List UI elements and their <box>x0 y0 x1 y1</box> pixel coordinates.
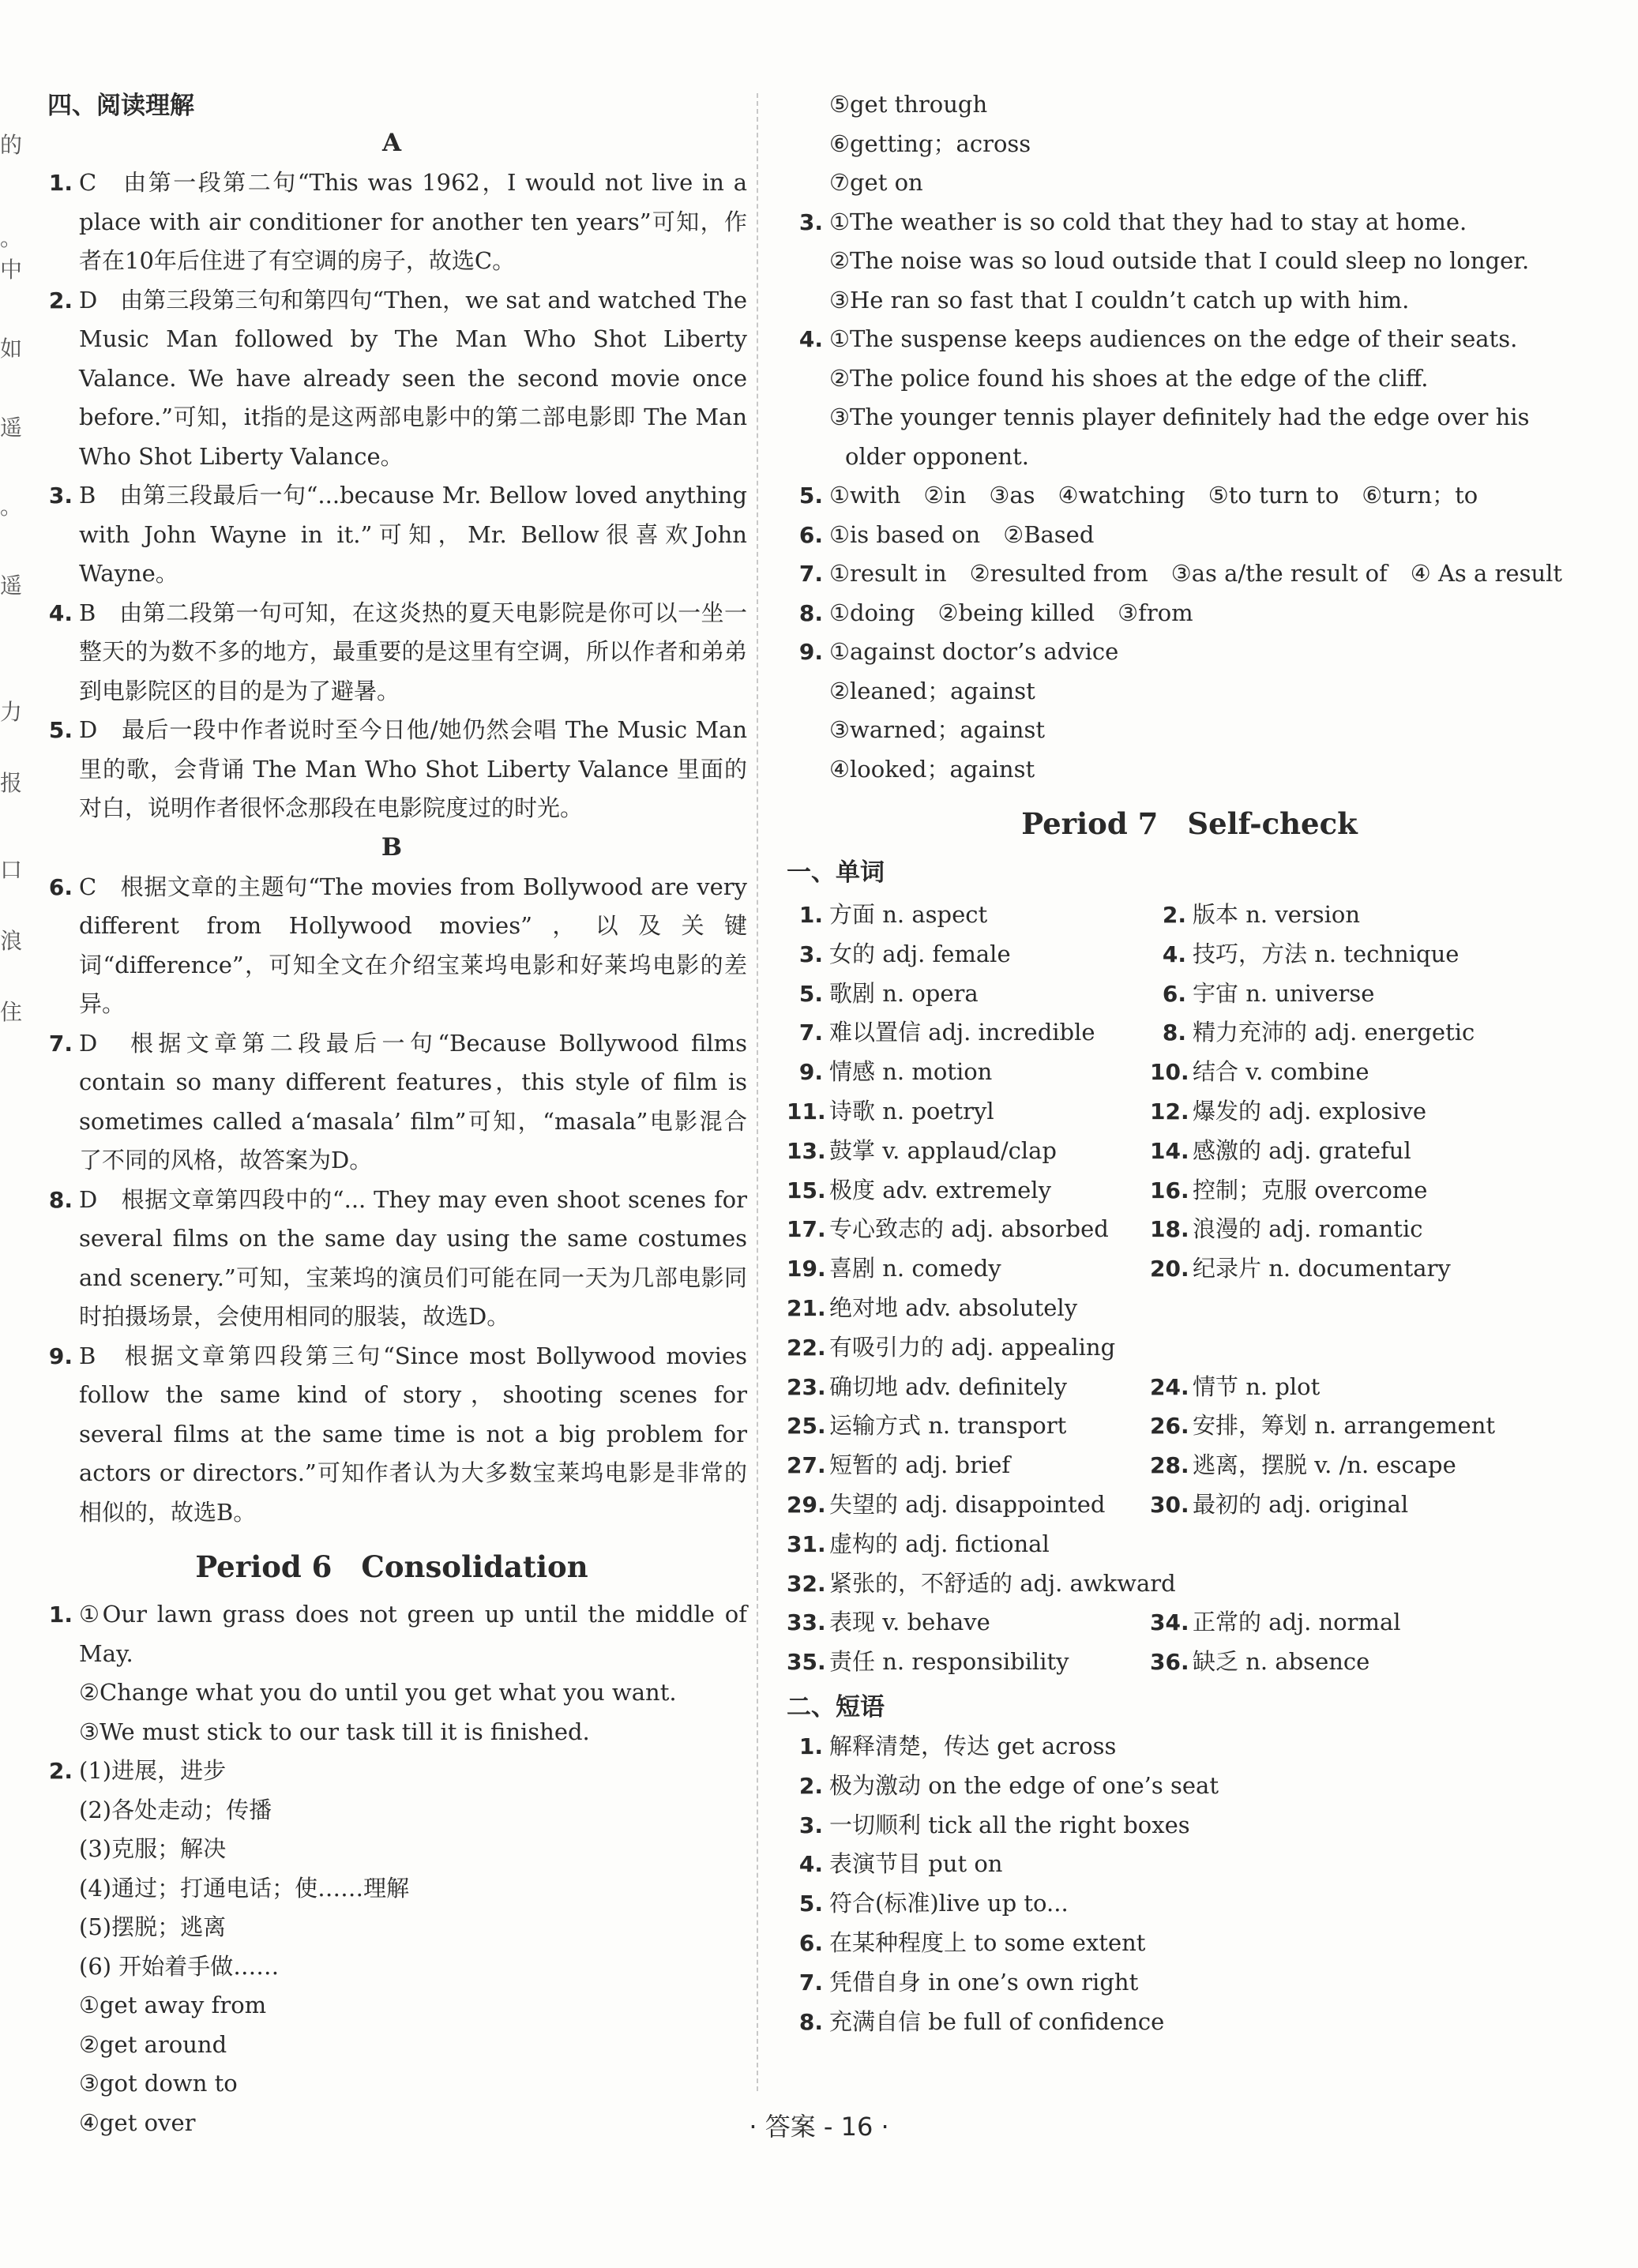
vocab-item <box>787 1328 1561 1368</box>
phrase-number: 1. <box>798 1733 823 1759</box>
answer-item <box>36 711 747 828</box>
phrase-text: 极为激动 on the edge of one’s seat <box>829 1771 1219 1799</box>
answer-subline: ③got down to <box>79 2070 238 2097</box>
answer-subline: ③The younger tennis player definitely had the edge over his <box>829 404 1530 430</box>
phrase-item <box>787 2003 1592 2042</box>
vocab-number: 4. <box>1162 941 1186 967</box>
vocab-item <box>787 1603 1150 1643</box>
vocab-item <box>1150 1446 1561 1485</box>
item-text: B 由第二段第一句可知，在这炎热的夏天电影院是你可以一坐一整天的为数不多的地方，最重要的是这里有空调，所以作者和弟弟到电影院区的目的是为了避暑。 <box>79 599 747 704</box>
vocab-number: 13. <box>787 1137 826 1164</box>
vocab-text: 最初的 adj. original <box>1193 1490 1409 1518</box>
vocab-text: 表现 v. behave <box>829 1609 990 1636</box>
margin-char: 遥 <box>0 573 23 599</box>
phrase-text: 一切顺利 tick all the right boxes <box>829 1811 1190 1838</box>
item-number: 4. <box>798 326 823 352</box>
item-number: 1. <box>48 170 73 196</box>
answer-item <box>787 320 1592 359</box>
vocab-item <box>1150 896 1561 935</box>
part-heading-b: B <box>381 832 403 862</box>
vocab-item <box>787 896 1150 935</box>
margin-char: 如 <box>0 336 23 362</box>
vocab-text: 喜剧 n. comedy <box>829 1255 1001 1282</box>
answer-subline: ③warned；against <box>829 716 1046 743</box>
item-text: B 根据文章第四段第三句“Since most Bollywood movies follow the same kind of story，shooting scenes for several films at the same time is not a big problem for actors or directors.”可知作者认为大多数宝莱坞电影是非常的相似的，故选B。 <box>79 1342 747 1526</box>
vocab-text: 虚构的 adj. fictional <box>829 1530 1050 1557</box>
item-text: ①The suspense keeps audiences on the edge of their seats. <box>829 325 1518 352</box>
vocab-number: 26. <box>1150 1413 1189 1440</box>
phrase-text: 表演节目 put on <box>829 1850 1003 1878</box>
answer-subline: (4)通过；打通电话；使……理解 <box>79 1874 410 1902</box>
answer-subline: ②Change what you do until you get what you want. <box>79 1679 677 1706</box>
item-number: 9. <box>48 1342 73 1369</box>
vocab-number: 7. <box>798 1019 823 1046</box>
vocab-item <box>1150 935 1561 974</box>
answer-subline: ④get over <box>79 2108 196 2136</box>
vocab-number: 22. <box>787 1334 826 1361</box>
phrase-number: 6. <box>798 1929 823 1956</box>
phrase-item <box>787 1963 1592 2003</box>
phrase-number: 2. <box>798 1772 823 1799</box>
item-text: ①result in ②resulted from ③as a/the result of ④ As a result <box>829 560 1563 587</box>
vocab-item <box>1150 1092 1561 1132</box>
phrase-number: 4. <box>798 1851 823 1878</box>
answer-subline: (3)克服；解决 <box>79 1835 227 1862</box>
part-heading-a: A <box>381 129 402 157</box>
answer-subline: ⑥getting；across <box>829 130 1031 157</box>
vocab-text: 难以置信 adj. incredible <box>829 1019 1095 1046</box>
vocab-number: 28. <box>1150 1452 1189 1479</box>
item-text: (1)进展，进步 <box>79 1757 227 1784</box>
vocab-item <box>1150 1171 1561 1211</box>
vocab-text: 技巧，方法 n. technique <box>1193 940 1460 967</box>
item-text: D 由第三段第三句和第四句“Then，we sat and watched The Music Man followed by The Man Who Shot Liberty Valance. We have already seen the second movie once before.”可知，it指的是这两部电影中的第二部电影即 The Man Who Shot Liberty Valance。 <box>79 286 747 470</box>
vocab-text: 版本 n. version <box>1193 901 1361 928</box>
vocab-text: 宇宙 n. universe <box>1193 979 1375 1007</box>
phrase-number: 3. <box>798 1812 823 1838</box>
answer-item <box>36 1752 747 1791</box>
margin-char: 。 <box>0 494 23 520</box>
section-heading-reading: 四、阅读理解 <box>47 92 194 120</box>
margin-char: 浪 <box>0 928 23 954</box>
vocab-number: 33. <box>787 1609 826 1636</box>
vocab-text: 精力充沛的 adj. energetic <box>1193 1019 1475 1046</box>
vocab-text: 方面 n. aspect <box>829 901 988 928</box>
vocab-text: 紧张的，不舒适的 adj. awkward <box>829 1569 1176 1597</box>
vocab-text: 正常的 adj. normal <box>1193 1609 1401 1636</box>
column-divider <box>757 93 758 2091</box>
answer-item <box>787 594 1592 633</box>
vocab-text: 确切地 adv. definitely <box>829 1372 1067 1400</box>
item-text: ①doing ②being killed ③from <box>829 599 1193 626</box>
vocab-number: 21. <box>787 1294 826 1321</box>
vocab-item <box>787 1210 1150 1249</box>
vocab-text: 爆发的 adj. explosive <box>1193 1097 1427 1125</box>
vocab-item <box>1150 974 1561 1014</box>
answer-item <box>787 476 1592 516</box>
vocab-item <box>787 1525 1561 1564</box>
vocab-number: 27. <box>787 1452 826 1479</box>
answer-item <box>36 1024 747 1181</box>
phrase-text: 解释清楚，传达 get across <box>829 1732 1117 1759</box>
answer-subline: older opponent. <box>845 442 1029 470</box>
answer-subline: ②leaned；against <box>829 677 1035 704</box>
item-text: C 由第一段第二句“This was 1962，I would not live in a place with air conditioner for another ten years”可知，作者在10年后住进了有空调的房子，故选C。 <box>79 169 747 274</box>
vocab-item <box>1150 1406 1561 1446</box>
item-number: 5. <box>48 717 73 743</box>
vocab-number: 19. <box>787 1256 826 1282</box>
vocab-item <box>1150 1249 1561 1289</box>
vocab-text: 缺乏 n. absence <box>1193 1648 1370 1676</box>
answer-subline: (5)摆脱；逃离 <box>79 1913 227 1940</box>
item-number: 6. <box>48 873 73 900</box>
answer-subline: ①get away from <box>79 1992 267 2018</box>
answer-subline: (2)各处走动；传播 <box>79 1796 272 1823</box>
answer-subline: (6) 开始着手做…… <box>79 1952 280 1980</box>
item-number: 9. <box>798 639 823 665</box>
vocab-item <box>1150 1485 1561 1525</box>
item-number: 2. <box>48 1758 73 1784</box>
item-text: D 根据文章第二段最后一句“Because Bollywood films contain so many different features，this style of film is sometimes called a‘masala’ film”可知，“masala”电影混合了不同的风格，故答案为D。 <box>79 1029 747 1173</box>
answer-subline: ②The police found his shoes at the edge of the cliff. <box>829 364 1429 392</box>
item-number: 5. <box>798 483 823 509</box>
item-number: 3. <box>48 483 73 509</box>
vocab-text: 控制；克服 overcome <box>1193 1176 1428 1203</box>
phrase-number: 5. <box>798 1891 823 1917</box>
vocab-number: 32. <box>787 1570 826 1597</box>
period7-title: Period 7 Self-check <box>1021 806 1358 841</box>
vocab-item <box>787 974 1150 1014</box>
item-text: D 最后一段中作者说时至今日他/她仍然会唱 The Music Man 里的歌，会背诵 The Man Who Shot Liberty Valance 里面的对白，说明作者很怀念那段在电影院度过的时光。 <box>79 716 747 821</box>
vocab-text: 纪录片 n. documentary <box>1193 1255 1451 1282</box>
vocab-item <box>1150 1053 1561 1092</box>
item-text: ①The weather is so cold that they had to stay at home. <box>829 208 1467 235</box>
phrase-item <box>787 1767 1592 1806</box>
margin-char: 口 <box>0 857 23 883</box>
item-text: C 根据文章的主题句“The movies from Bollywood are very different from Hollywood movies”，以及关键词“difference”，可知全文在介绍宝莱坞电影和好莱坞电影的差异。 <box>79 873 747 1017</box>
vocab-item <box>1150 1013 1561 1053</box>
item-number: 4. <box>48 599 73 626</box>
vocab-item <box>787 1132 1150 1171</box>
vocab-number: 11. <box>787 1098 826 1125</box>
answer-subline: ⑤get through <box>829 91 988 118</box>
vocab-number: 24. <box>1150 1373 1189 1400</box>
phrase-item <box>787 1727 1592 1767</box>
answer-item <box>787 203 1592 242</box>
vocab-grid <box>787 896 1592 1682</box>
item-number: 7. <box>48 1030 73 1057</box>
vocab-number: 17. <box>787 1216 826 1243</box>
item-text: D 根据文章第四段中的“... They may even shoot scenes for several films on the same day using the same costumes and scenery.”可知，宝莱坞的演员们可能在同一天为几部电影同时拍摄场景，会使用相同的服装，故选D。 <box>79 1185 747 1330</box>
vocab-text: 女的 adj. female <box>829 940 1011 967</box>
answer-item <box>36 1337 747 1533</box>
vocab-number: 25. <box>787 1413 826 1440</box>
vocab-number: 14. <box>1150 1137 1189 1164</box>
vocab-text: 极度 adv. extremely <box>829 1176 1051 1203</box>
page-footer: · 答案 - 16 · <box>749 2112 889 2142</box>
vocab-item <box>787 1643 1150 1682</box>
answer-item <box>36 1595 747 1673</box>
vocab-item <box>787 1013 1150 1053</box>
vocab-number: 36. <box>1150 1649 1189 1676</box>
phrase-item <box>787 1884 1592 1924</box>
vocab-text: 短暂的 adj. brief <box>829 1451 1011 1479</box>
answer-item <box>787 633 1592 672</box>
vocab-item <box>1150 1132 1561 1171</box>
vocab-text: 歌剧 n. opera <box>829 979 979 1007</box>
vocab-number: 30. <box>1150 1491 1189 1518</box>
answer-subline: ③We must stick to our task till it is finished. <box>79 1718 590 1745</box>
vocab-item <box>1150 1210 1561 1249</box>
vocab-text: 运输方式 n. transport <box>829 1412 1067 1440</box>
answer-item <box>36 1181 747 1337</box>
vocab-number: 35. <box>787 1649 826 1676</box>
item-text: ①is based on ②Based <box>829 520 1095 548</box>
section-heading-phrases: 二、短语 <box>787 1692 885 1722</box>
vocab-number: 9. <box>798 1059 823 1086</box>
vocab-number: 12. <box>1150 1098 1189 1125</box>
phrase-text: 凭借自身 in one’s own right <box>829 1968 1139 1996</box>
vocab-number: 23. <box>787 1373 826 1400</box>
vocab-item <box>1150 1368 1561 1407</box>
answer-item <box>787 516 1592 555</box>
vocab-number: 5. <box>798 980 823 1007</box>
phrase-number: 7. <box>798 1969 823 1996</box>
vocab-text: 责任 n. responsibility <box>829 1648 1069 1676</box>
phrase-text: 充满自信 be full of confidence <box>829 2007 1165 2035</box>
vocab-item <box>787 1564 1561 1604</box>
phrase-text: 符合(标准)live up to... <box>829 1890 1069 1917</box>
item-number: 7. <box>798 561 823 587</box>
vocab-number: 34. <box>1150 1609 1189 1636</box>
item-number: 8. <box>798 599 823 626</box>
item-number: 2. <box>48 287 73 314</box>
answer-item <box>36 594 747 712</box>
answer-subline: ②The noise was so loud outside that I could sleep no longer. <box>829 247 1530 274</box>
vocab-item <box>787 1368 1150 1407</box>
item-text: ①against doctor’s advice <box>829 638 1119 665</box>
phrase-list <box>787 1727 1592 2041</box>
item-number: 8. <box>48 1186 73 1213</box>
vocab-number: 1. <box>798 902 823 928</box>
vocab-number: 20. <box>1150 1256 1189 1282</box>
margin-char: 遥 <box>0 415 23 441</box>
item-number: 3. <box>798 208 823 235</box>
answer-subline: ③He ran so fast that I couldn’t catch up with him. <box>829 286 1410 314</box>
vocab-item <box>787 1446 1150 1485</box>
margin-char: 的 <box>0 132 23 158</box>
section-heading-vocab: 一、单词 <box>787 858 885 887</box>
vocab-item <box>1150 1603 1561 1643</box>
item-number: 6. <box>798 521 823 548</box>
vocab-item <box>787 1171 1150 1211</box>
vocab-text: 感激的 adj. grateful <box>1193 1136 1411 1164</box>
vocab-number: 16. <box>1150 1177 1189 1203</box>
vocab-number: 15. <box>787 1177 826 1203</box>
vocab-text: 浪漫的 adj. romantic <box>1193 1215 1423 1243</box>
answer-subline: ④looked；against <box>829 755 1035 783</box>
item-text: ①with ②in ③as ④watching ⑤to turn to ⑥turn；to <box>829 482 1478 509</box>
vocab-item <box>787 1289 1561 1328</box>
margin-char: 力 <box>0 699 23 725</box>
phrase-item <box>787 1845 1592 1884</box>
answer-item <box>36 281 747 477</box>
vocab-text: 绝对地 adv. absolutely <box>829 1294 1078 1321</box>
vocab-number: 2. <box>1162 902 1186 928</box>
vocab-item <box>787 1249 1150 1289</box>
margin-char: 中 <box>0 257 23 283</box>
phrase-item <box>787 1924 1592 1963</box>
period6-title: Period 6 Consolidation <box>195 1549 588 1584</box>
vocab-text: 情节 n. plot <box>1193 1372 1321 1400</box>
vocab-item <box>1150 1643 1561 1682</box>
vocab-item <box>787 1092 1150 1132</box>
margin-char: 住 <box>0 999 23 1025</box>
vocab-number: 6. <box>1162 980 1186 1007</box>
vocab-item <box>787 1485 1150 1525</box>
item-number: 1. <box>48 1601 73 1628</box>
phrase-number: 8. <box>798 2008 823 2035</box>
vocab-text: 结合 v. combine <box>1193 1058 1369 1086</box>
answer-item <box>787 554 1592 594</box>
vocab-number: 29. <box>787 1491 826 1518</box>
right-column <box>787 85 1592 2041</box>
vocab-text: 失望的 adj. disappointed <box>829 1490 1106 1518</box>
vocab-number: 8. <box>1162 1019 1186 1046</box>
vocab-item <box>787 1406 1150 1446</box>
margin-char: 报 <box>0 770 23 796</box>
answer-subline: ⑦get on <box>829 169 923 196</box>
item-text: B 由第三段最后一句“...because Mr. Bellow loved anything with John Wayne in it.”可知，Mr. Bellow很喜欢John Wayne。 <box>79 482 747 587</box>
margin-char: 。 <box>0 225 23 251</box>
vocab-item <box>787 1053 1150 1092</box>
answer-item <box>36 868 747 1024</box>
vocab-number: 10. <box>1150 1059 1189 1086</box>
answer-item <box>36 476 747 594</box>
item-text: ①Our lawn grass does not green up until the middle of May. <box>79 1601 747 1667</box>
answer-subline: ②get around <box>79 2030 227 2058</box>
vocab-text: 安排，筹划 n. arrangement <box>1193 1412 1496 1440</box>
vocab-text: 鼓掌 v. applaud/clap <box>829 1136 1057 1164</box>
vocab-item <box>787 935 1150 974</box>
vocab-text: 逃离，摆脱 v. /n. escape <box>1193 1451 1456 1479</box>
vocab-number: 18. <box>1150 1216 1189 1243</box>
vocab-text: 专心致志的 adj. absorbed <box>829 1215 1109 1243</box>
left-column <box>36 85 747 2142</box>
vocab-text: 诗歌 n. poetryl <box>829 1097 994 1125</box>
phrase-text: 在某种程度上 to some extent <box>829 1928 1146 1956</box>
vocab-text: 情感 n. motion <box>829 1058 993 1086</box>
vocab-number: 31. <box>787 1530 826 1557</box>
phrase-item <box>787 1806 1592 1846</box>
vocab-text: 有吸引力的 adj. appealing <box>829 1333 1116 1361</box>
vocab-number: 3. <box>798 941 823 967</box>
answer-item <box>36 163 747 281</box>
